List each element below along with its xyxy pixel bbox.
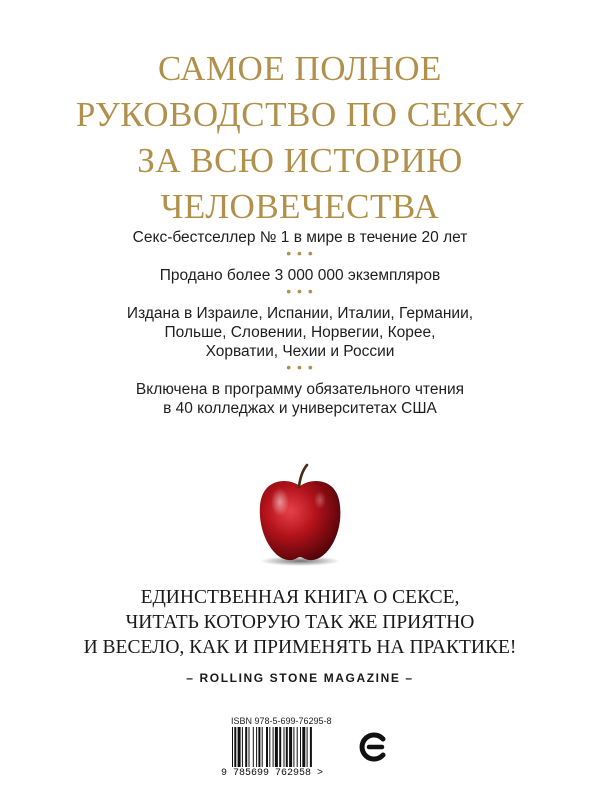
barcode-bar xyxy=(302,727,305,767)
barcode-bar xyxy=(242,727,243,767)
title-line: САМОЕ ПОЛНОЕ xyxy=(158,49,442,88)
fact-line: Хорватии, Чехии и России xyxy=(205,343,395,360)
fact-line: Включена в программу обязательного чтения xyxy=(135,381,465,398)
review-quote xyxy=(0,585,600,660)
quote-source: – ROLLING STONE MAGAZINE – xyxy=(186,671,414,685)
barcode-bar xyxy=(262,727,263,767)
fact-item xyxy=(0,304,600,361)
barcode-bar xyxy=(293,727,294,767)
barcode-bar xyxy=(284,727,285,767)
fact-line: Секс-бестселлер № 1 в мире в течение 20 лет xyxy=(132,229,468,246)
quote-line: ЧИТАТЬ КОТОРУЮ ТАК ЖЕ ПРИЯТНО xyxy=(125,612,475,633)
barcode-bar xyxy=(286,727,288,767)
barcode-bar xyxy=(266,727,268,767)
quote-line: ЕДИНСТВЕННАЯ КНИГА О СЕКСЕ, xyxy=(140,587,460,608)
fact-item xyxy=(0,380,600,418)
barcode-bar xyxy=(307,727,308,767)
barcode-bar xyxy=(232,727,233,767)
barcode-bar xyxy=(238,727,241,767)
fact-line: Продано более 3 000 000 экземпляров xyxy=(159,267,441,284)
isbn-text: ISBN 978-5-699-76295-8 xyxy=(231,716,332,726)
barcode-bar xyxy=(245,727,247,767)
barcode-bar xyxy=(234,727,236,767)
title-line: РУКОВОДСТВО ПО СЕКСУ xyxy=(75,95,525,134)
barcode-bar xyxy=(269,727,270,767)
eksmo-logo-icon xyxy=(357,730,387,764)
barcode-bar xyxy=(256,727,257,767)
barcode-bar xyxy=(297,727,298,767)
separator-dots: • • • xyxy=(286,359,314,375)
barcode-bar xyxy=(249,727,250,767)
fact-line: в 40 колледжах и университетах США xyxy=(163,400,437,417)
title-line: ЧЕЛОВЕЧЕСТВА xyxy=(160,187,440,226)
quote-line: И ВЕСЕЛО, КАК И ПРИМЕНЯТЬ НА ПРАКТИКЕ! xyxy=(83,637,517,658)
separator-dots: • • • xyxy=(286,283,314,299)
apple-illustration xyxy=(250,462,350,568)
barcode-bar xyxy=(279,727,281,767)
facts-list xyxy=(0,228,600,418)
barcode-bar xyxy=(258,727,260,767)
barcode-bar xyxy=(275,727,278,767)
barcode xyxy=(230,727,342,769)
title-line: ЗА ВСЮ ИСТОРИЮ xyxy=(137,141,463,180)
barcode-bar xyxy=(253,727,254,767)
fact-line: Издана в Израиле, Испании, Италии, Германии, xyxy=(126,305,474,322)
barcode-number: 9 785699 762958 > xyxy=(221,768,324,779)
barcode-bar xyxy=(300,727,301,767)
fact-line: Польше, Словении, Норвегии, Корее, xyxy=(164,324,436,341)
back-cover-title xyxy=(0,46,600,230)
barcode-bar xyxy=(289,727,292,767)
barcode-bar xyxy=(273,727,274,767)
barcode-bar xyxy=(310,727,312,767)
separator-dots: • • • xyxy=(286,245,314,261)
